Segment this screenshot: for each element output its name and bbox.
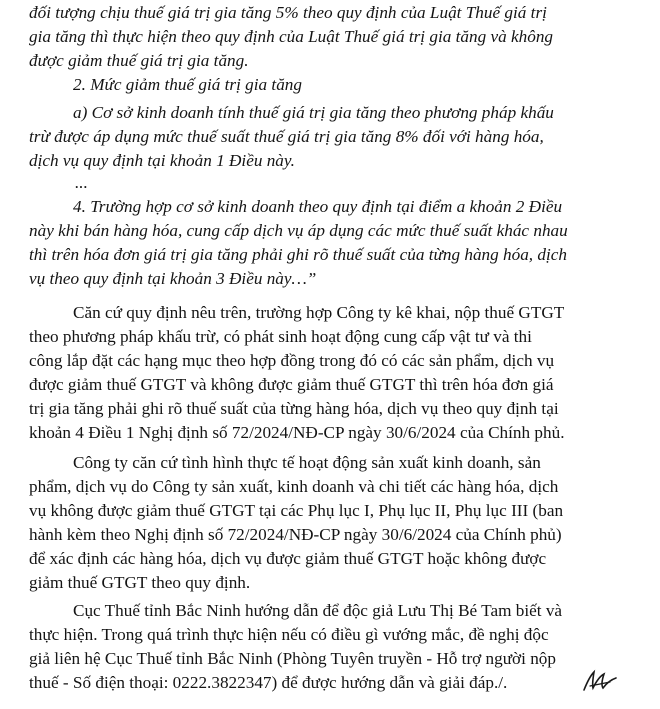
text-line: Căn cứ quy định nêu trên, trường hợp Công ty kê khai, nộp thuế GTGT bbox=[73, 303, 565, 322]
text-line: được giảm thuế giá trị gia tăng. bbox=[29, 51, 249, 70]
text-line: giả liên hệ Cục Thuế tỉnh Bắc Ninh (Phòng Tuyên truyền - Hỗ trợ người nộp bbox=[29, 649, 556, 668]
text-line: được giảm thuế GTGT và không được giảm thuế GTGT thì trên hóa đơn giá bbox=[29, 375, 554, 394]
text-line: trừ được áp dụng mức thuế suất thuế giá trị gia tăng 8% đối với hàng hóa, bbox=[29, 127, 544, 146]
text-line: ... bbox=[75, 173, 88, 192]
text-line: hành kèm theo Nghị định số 72/2024/NĐ-CP ngày 30/6/2024 của Chính phủ) bbox=[29, 525, 562, 544]
text-line: để xác định các hàng hóa, dịch vụ được giảm thuế GTGT hoặc không được bbox=[29, 549, 547, 568]
text-line: công lắp đặt các hạng mục theo hợp đồng trong đó có các sản phẩm, dịch vụ bbox=[29, 351, 555, 370]
text-line: trị gia tăng phải ghi rõ thuế suất của từng hàng hóa, dịch vụ theo quy định tại bbox=[29, 399, 559, 418]
text-line: Cục Thuế tỉnh Bắc Ninh hướng dẫn để độc giả Lưu Thị Bé Tam biết và bbox=[73, 601, 563, 620]
text-line: vụ không được giảm thuế GTGT tại các Phụ lục I, Phụ lục II, Phụ lục III (ban bbox=[29, 501, 564, 520]
text-line: khoản 4 Điều 1 Nghị định số 72/2024/NĐ-CP ngày 30/6/2024 của Chính phủ. bbox=[29, 423, 565, 442]
text-line: 4. Trường hợp cơ sở kinh doanh theo quy định tại điểm a khoản 2 Điều bbox=[73, 197, 563, 216]
text-line: phẩm, dịch vụ do Công ty sản xuất, kinh doanh và chi tiết các hàng hóa, dịch bbox=[29, 477, 559, 496]
text-line: giảm thuế GTGT theo quy định. bbox=[29, 573, 251, 592]
text-line: Công ty căn cứ tình hình thực tế hoạt động sản xuất kinh doanh, sản bbox=[73, 453, 541, 472]
text-line: này khi bán hàng hóa, cung cấp dịch vụ áp dụng các mức thuế suất khác nhau bbox=[29, 221, 568, 240]
text-line: đối tượng chịu thuế giá trị gia tăng 5% theo quy định của Luật Thuế giá trị bbox=[29, 3, 547, 22]
text-line: theo phương pháp khấu trừ, có phát sinh hoạt động cung cấp vật tư và thi bbox=[29, 327, 532, 346]
text-line: thì trên hóa đơn giá trị gia tăng phải ghi rõ thuế suất của từng hàng hóa, dịch bbox=[29, 245, 567, 264]
text-line: dịch vụ quy định tại khoản 1 Điều này. bbox=[29, 151, 295, 170]
text-line: vụ theo quy định tại khoản 3 Điều này…” bbox=[29, 269, 317, 288]
text-line: 2. Mức giảm thuế giá trị gia tăng bbox=[73, 75, 302, 94]
text-line: gia tăng thì thực hiện theo quy định của Luật Thuế giá trị gia tăng và không bbox=[29, 27, 554, 46]
text-line: thực hiện. Trong quá trình thực hiện nếu có điều gì vướng mắc, đề nghị độc bbox=[29, 625, 549, 644]
signature-mark bbox=[580, 668, 620, 694]
text-line: a) Cơ sở kinh doanh tính thuế giá trị gia tăng theo phương pháp khấu bbox=[73, 103, 554, 122]
text-line: thuế - Số điện thoại: 0222.3822347) để được hướng dẫn và giải đáp./. bbox=[29, 673, 508, 692]
